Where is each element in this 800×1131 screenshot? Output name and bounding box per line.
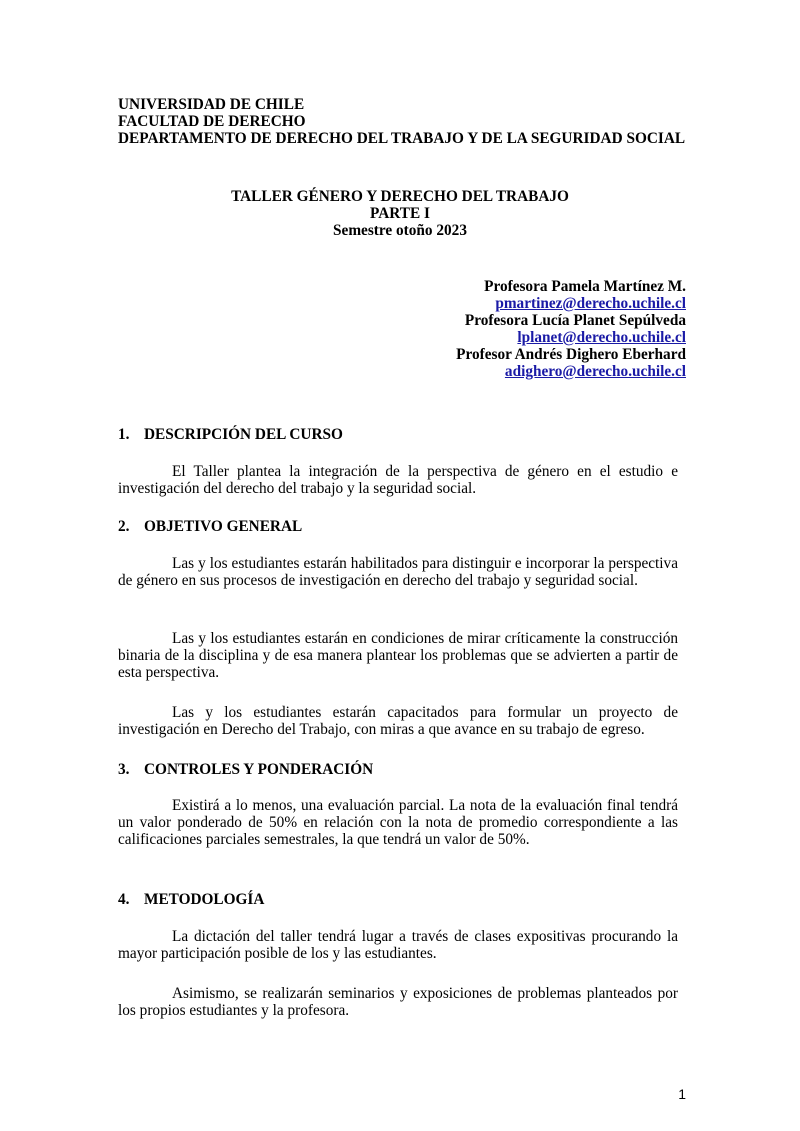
professor-name: Profesora Lucía Planet Sepúlveda [464,312,686,329]
faculty-name: FACULTAD DE DERECHO [118,113,306,130]
section-number: 1. [118,426,130,443]
professor-email-link[interactable]: lplanet@derecho.uchile.cl [517,329,686,346]
page-number: 1 [678,1086,686,1102]
section-title: OBJETIVO GENERAL [144,518,303,535]
professor-email-link[interactable]: pmartinez@derecho.uchile.cl [495,295,686,312]
section-title: DESCRIPCIÓN DEL CURSO [144,426,343,443]
section-paragraph: Las y los estudiantes estarán en condiciones de mirar críticamente la construcción binaria de la disciplina y de esa manera plantear los problemas que se advierten a partir de esta perspectiva. [118,630,678,681]
course-semester: Semestre otoño 2023 [333,222,467,239]
section-paragraph: Las y los estudiantes estarán capacitados para formular un proyecto de investigación en Derecho del Trabajo, con miras a que avance en su trabajo de egreso. [118,704,678,738]
department-name: DEPARTAMENTO DE DERECHO DEL TRABAJO Y DE LA SEGURIDAD SOCIAL [118,130,686,147]
section-paragraph: Asimismo, se realizarán seminarios y exposiciones de problemas planteados por los propios estudiantes y la profesora. [118,985,678,1019]
section-number: 3. [118,761,130,778]
course-title-line1: TALLER GÉNERO Y DERECHO DEL TRABAJO [231,188,569,205]
section-heading-objetivo [118,518,678,535]
course-title [120,188,680,239]
section-paragraph: El Taller plantea la integración de la perspectiva de género en el estudio e investigación del derecho del trabajo y la seguridad social. [118,463,678,497]
section-paragraph: Las y los estudiantes estarán habilitados para distinguir e incorporar la perspectiva de género en sus procesos de investigación en derecho del trabajo y seguridad social. [118,555,678,589]
section-paragraph: Existirá a lo menos, una evaluación parcial. La nota de la evaluación final tendrá un valor ponderado de 50% en relación con la nota de promedio correspondiente a las calificaciones parciales semestrales, la que tendrá un valor de 50%. [118,797,678,848]
section-number: 4. [118,891,130,908]
university-name: UNIVERSIDAD DE CHILE [118,96,305,113]
section-heading-descripcion [118,426,678,443]
professors-list [126,278,686,380]
institution-header [118,96,686,147]
section-paragraph: La dictación del taller tendrá lugar a través de clases expositivas procurando la mayor participación posible de los y las estudiantes. [118,928,678,962]
section-number: 2. [118,518,130,535]
section-title: CONTROLES Y PONDERACIÓN [144,761,374,778]
section-heading-controles [118,761,678,778]
professor-name: Profesora Pamela Martínez M. [484,278,686,295]
professor-name: Profesor Andrés Dighero Eberhard [456,346,686,363]
course-title-line2: PARTE I [370,205,430,222]
section-heading-metodologia [118,891,678,908]
professor-email-link[interactable]: adighero@derecho.uchile.cl [504,363,686,380]
section-title: METODOLOGÍA [144,891,265,908]
